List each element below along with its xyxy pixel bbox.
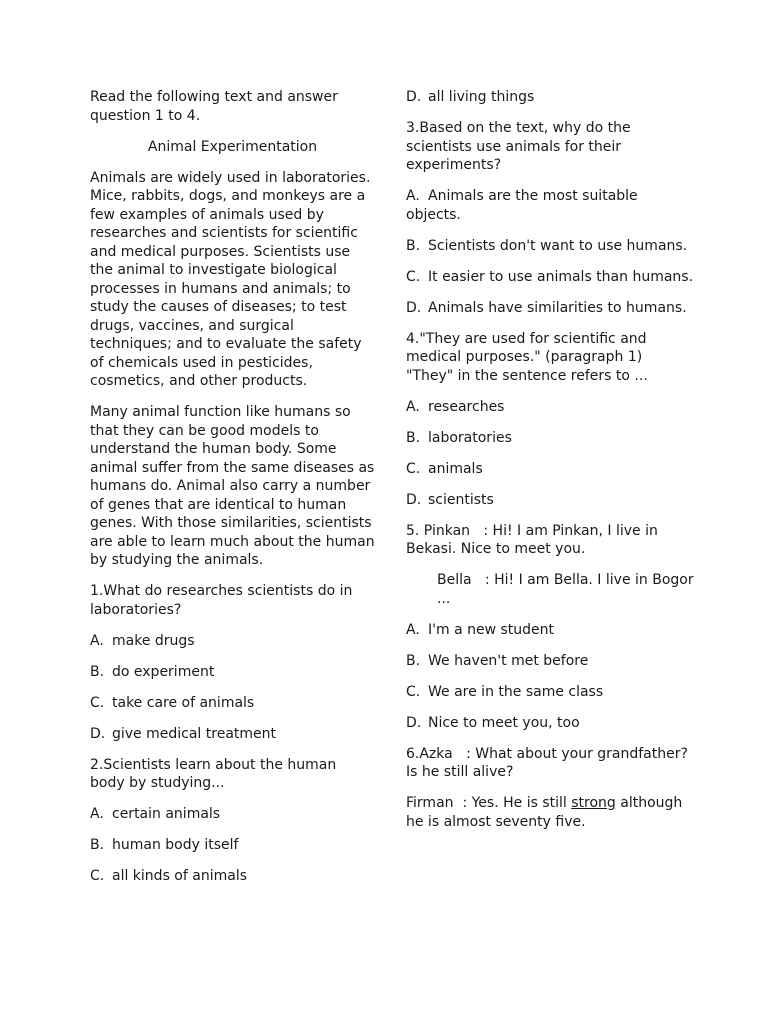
option-text: I'm a new student bbox=[428, 621, 554, 638]
question-3-option-d bbox=[406, 299, 696, 318]
question-1: 1.What do researches scientists do in laboratories? bbox=[90, 583, 353, 618]
question-2-option-a bbox=[90, 805, 375, 824]
option-letter: B. bbox=[406, 429, 421, 446]
option-text: all kinds of animals bbox=[112, 868, 247, 884]
dialogue-text: : Hi! I am Bella. I live in Bogor ... bbox=[437, 572, 694, 607]
question-4-option-b bbox=[406, 429, 696, 448]
option-letter: A. bbox=[406, 398, 420, 415]
option-text: Nice to meet you, too bbox=[428, 714, 580, 731]
right-column bbox=[406, 88, 696, 844]
dialogue-text: : What about your grandfather? Is he still alive? bbox=[406, 745, 688, 780]
question-4-option-a bbox=[406, 398, 696, 417]
passage-title: Animal Experimentation bbox=[147, 138, 318, 155]
question-1-option-b bbox=[90, 663, 375, 682]
option-text: We haven't met before bbox=[428, 652, 589, 669]
option-text: We are in the same class bbox=[428, 683, 604, 700]
speaker-name: Firman bbox=[406, 795, 454, 811]
option-letter: A. bbox=[90, 806, 104, 822]
option-text: make drugs bbox=[112, 632, 195, 649]
question-2-option-b bbox=[90, 836, 375, 855]
option-letter: D. bbox=[406, 491, 422, 508]
option-text: give medical treatment bbox=[112, 725, 277, 742]
question-1-option-c bbox=[90, 694, 375, 713]
speaker-name: 6.Azka bbox=[406, 745, 453, 762]
question-3-option-c bbox=[406, 268, 696, 287]
option-letter: D. bbox=[406, 299, 422, 316]
option-text: researches bbox=[428, 398, 505, 415]
question-4-option-d bbox=[406, 491, 696, 510]
question-6-dialogue-1 bbox=[406, 745, 696, 782]
option-text: It easier to use animals than humans. bbox=[428, 268, 694, 285]
question-5-option-a bbox=[406, 621, 696, 640]
question-4 bbox=[406, 330, 696, 386]
option-letter: C. bbox=[406, 683, 421, 700]
option-text: Animals are the most suitable objects. bbox=[406, 188, 638, 223]
question-2: 2.Scientists learn about the human body by studying... bbox=[90, 756, 337, 791]
question-5-option-c bbox=[406, 683, 696, 702]
option-text: certain animals bbox=[112, 806, 221, 822]
underlined-word: strong bbox=[571, 795, 616, 811]
option-letter: A. bbox=[406, 621, 420, 638]
question-4-line-1: 4."They are used for scientific and medical purposes." (paragraph 1) bbox=[406, 330, 647, 365]
left-column bbox=[90, 88, 375, 898]
question-3-option-a bbox=[406, 187, 696, 224]
option-text: Scientists don't want to use humans. bbox=[428, 237, 688, 254]
option-text: Animals have similarities to humans. bbox=[428, 299, 687, 316]
option-letter: D. bbox=[90, 725, 106, 742]
option-text: human body itself bbox=[112, 837, 239, 853]
option-letter: C. bbox=[406, 460, 421, 477]
option-letter: B. bbox=[406, 237, 421, 254]
option-text: all living things bbox=[428, 89, 535, 105]
passage-paragraph-1: Animals are widely used in laboratories. Mice, rabbits, dogs, and monkeys are a few examples of animals used by researches and scientists for scientific and medical purposes. Scientists use the animal to investigate biological processes in humans and animals; to study the causes of diseases; to test drugs, vaccines, and surgical techniques; and to evaluate the safety of chemicals used in pesticides, cosmetics, and other products. bbox=[90, 169, 371, 389]
question-5-dialogue-1 bbox=[406, 522, 696, 559]
question-1-option-a bbox=[90, 632, 375, 651]
option-letter: C. bbox=[406, 268, 421, 285]
question-5-option-b bbox=[406, 652, 696, 671]
option-text: laboratories bbox=[428, 429, 512, 446]
question-3-option-b bbox=[406, 237, 696, 256]
option-letter: B. bbox=[90, 663, 105, 680]
option-letter: C. bbox=[90, 868, 105, 884]
speaker-name: 5. Pinkan bbox=[406, 522, 471, 539]
question-2-option-d bbox=[406, 88, 696, 107]
question-5-dialogue-2 bbox=[406, 571, 696, 608]
dialogue-text-pre: : Yes. He is still bbox=[462, 795, 572, 811]
dialogue-text: : Hi! I am Pinkan, I live in Bekasi. Nice to meet you. bbox=[406, 522, 658, 557]
option-text: animals bbox=[428, 460, 483, 477]
question-2-option-c bbox=[90, 867, 375, 886]
option-text: do experiment bbox=[112, 663, 215, 680]
question-1-option-d bbox=[90, 725, 375, 744]
speaker-name: Bella bbox=[437, 572, 472, 588]
option-letter: D. bbox=[406, 714, 422, 731]
question-4-option-c bbox=[406, 460, 696, 479]
option-letter: A. bbox=[406, 188, 420, 204]
option-letter: D. bbox=[406, 89, 422, 105]
option-letter: B. bbox=[406, 652, 421, 669]
question-6-dialogue-2 bbox=[406, 794, 696, 831]
dialogue-text-post: although he is almost seventy five. bbox=[406, 795, 683, 830]
option-text: take care of animals bbox=[112, 694, 255, 711]
question-4-line-2: "They" in the sentence refers to ... bbox=[406, 367, 648, 384]
option-letter: B. bbox=[90, 837, 105, 853]
question-3: 3.Based on the text, why do the scientists use animals for their experiments? bbox=[406, 120, 631, 173]
option-letter: C. bbox=[90, 694, 105, 711]
option-text: scientists bbox=[428, 491, 494, 508]
intro-instruction: Read the following text and answer question 1 to 4. bbox=[90, 89, 338, 124]
option-letter: A. bbox=[90, 632, 104, 649]
passage-paragraph-2: Many animal function like humans so that they can be good models to understand the human body. Some animal suffer from the same diseases as humans do. Animal also carry a number of genes that are identical to human genes. With those similarities, scientists are able to learn much about the human by studying the animals. bbox=[90, 404, 375, 568]
question-5-option-d bbox=[406, 714, 696, 733]
